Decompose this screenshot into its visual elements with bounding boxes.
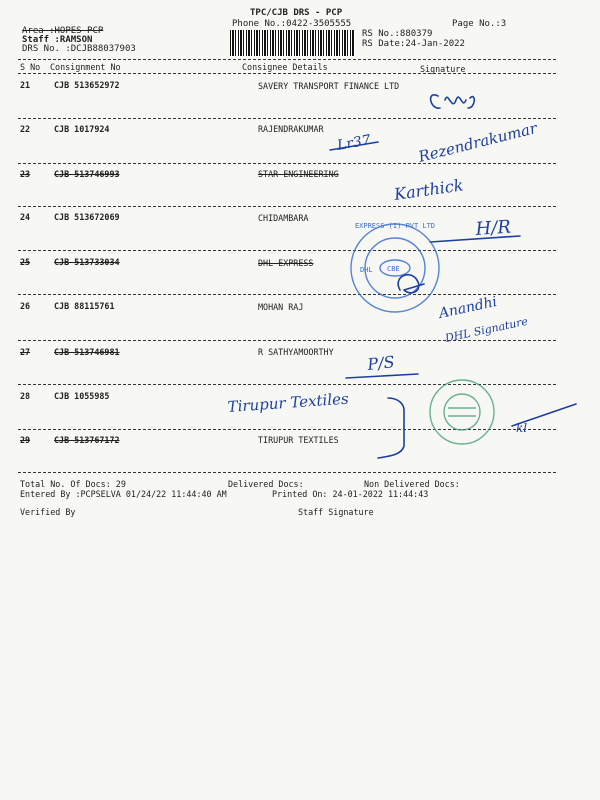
row-sno: 28 <box>20 391 31 401</box>
dhl-stamp <box>351 222 439 312</box>
signature-row23: Karthick <box>392 175 465 204</box>
row-consignment: CJB 513733034 <box>54 257 120 267</box>
row-consignment: CJB 513652972 <box>54 80 120 90</box>
row-consignee: R SATHYAMOORTHY <box>258 347 334 357</box>
stamp-top-text: EXPRESS (I) PVT LTD <box>354 222 436 230</box>
row-sno: 22 <box>20 124 31 134</box>
row-sno: 24 <box>20 212 31 222</box>
printed-on: Printed On: 24-01-2022 11:44:43 <box>272 489 429 499</box>
signature-row27: P/S <box>366 352 396 374</box>
row-consignee: DHL EXPRESS <box>258 258 314 268</box>
row-sno: 27 <box>20 347 31 357</box>
col-header-sno: S No <box>20 62 41 72</box>
non-delivered-docs: Non Delivered Docs: <box>364 479 460 489</box>
row-consignment: CJB 513746981 <box>54 347 120 357</box>
row-consignment: CJB 1055985 <box>54 391 110 401</box>
area-label: Area :HOPES PCP <box>22 26 104 36</box>
row-consignment: CJB 88115761 <box>54 301 115 311</box>
staff-label: Staff :RAMSON <box>22 35 93 45</box>
row-consignee: MOHAN RAJ <box>258 302 304 312</box>
signature-row21 <box>431 95 475 108</box>
total-docs: Total No. Of Docs: 29 <box>20 479 126 489</box>
bracket-mark <box>378 398 404 458</box>
row-sno: 29 <box>20 435 31 445</box>
signature-row22: Rezendrakumar <box>416 119 539 166</box>
row-consignment: CJB 513767172 <box>54 435 120 445</box>
rs-number: RS No.:880379 <box>362 29 433 39</box>
row-consignment: CJB 1017924 <box>54 124 110 134</box>
verified-by-label: Verified By <box>20 507 76 517</box>
row-sno: 26 <box>20 301 31 311</box>
col-header-consignee: Consignee Details <box>242 62 328 72</box>
staff-signature-label: Staff Signature <box>298 507 374 517</box>
row-consignee: SAVERY TRANSPORT FINANCE LTD <box>258 81 400 91</box>
mark-lr37: Lr37 <box>335 132 372 154</box>
page-number: Page No.:3 <box>452 19 507 29</box>
signature-row26a: Anandhi <box>437 294 499 322</box>
row-sno: 25 <box>20 257 31 267</box>
signature-row28: Tirupur Textiles <box>227 389 350 416</box>
signature-row27-line <box>346 374 418 378</box>
row-sno: 23 <box>20 169 31 179</box>
col-header-signature: Signature <box>420 64 466 74</box>
row-consignee: TIRUPUR TEXTILES <box>258 435 339 445</box>
company-stamp <box>430 380 494 444</box>
page-title: TPC/CJB DRS - PCP <box>250 8 343 18</box>
signature-row24-line <box>430 236 520 242</box>
signature-row29: kl <box>516 421 528 435</box>
phone-number: Phone No.:0422-3505555 <box>232 19 352 29</box>
signature-row24: H/R <box>474 216 512 240</box>
row-consignee: RAJENDRAKUMAR <box>258 124 324 134</box>
row-consignment: CJB 513746993 <box>54 169 120 179</box>
signature-row26b: DHL Signature <box>443 314 530 345</box>
rs-date: RS Date:24-Jan-2022 <box>362 39 465 49</box>
drs-number: DRS No. :DCJB88037903 <box>22 44 136 54</box>
delivered-docs: Delivered Docs: <box>228 479 304 489</box>
entered-by: Entered By :PCPSELVA 01/24/22 11:44:40 AM <box>20 489 227 499</box>
row-consignment: CJB 513672069 <box>54 212 120 222</box>
stamp-center-text: CBE <box>387 265 400 273</box>
row-consignee: STAR ENGINEERING <box>258 169 339 179</box>
row-consignee: CHIDAMBARA <box>258 213 309 223</box>
stamp-left-text: DHL <box>360 266 373 274</box>
col-header-consignment: Consignment No <box>50 62 121 72</box>
row-sno: 21 <box>20 80 31 90</box>
